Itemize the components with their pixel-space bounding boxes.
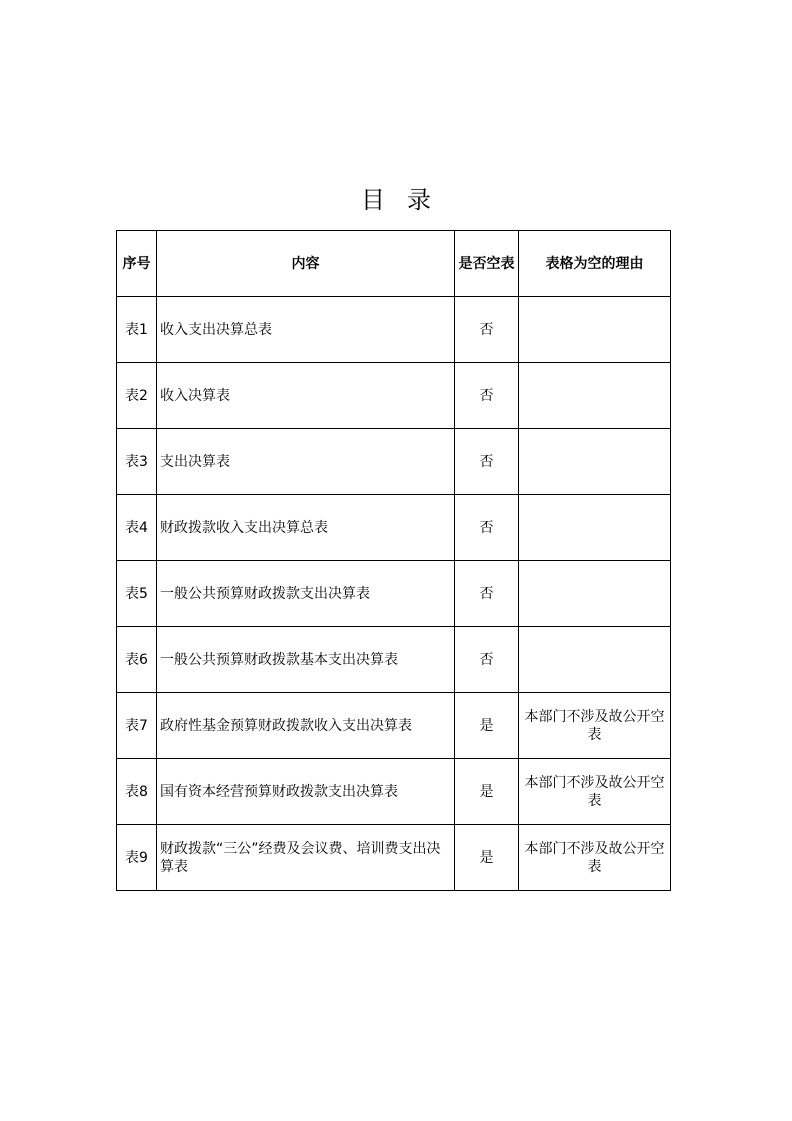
table-row xyxy=(117,693,671,759)
table-row xyxy=(117,759,671,825)
row-content: 支出决算表 xyxy=(157,429,455,495)
header-reason: 表格为空的理由 xyxy=(519,231,671,297)
table-row xyxy=(117,627,671,693)
row-content: 收入决算表 xyxy=(157,363,455,429)
toc-table xyxy=(116,230,671,891)
row-no: 表9 xyxy=(117,825,157,891)
row-reason xyxy=(519,297,671,363)
row-reason xyxy=(519,363,671,429)
row-content: 财政拨款收入支出决算总表 xyxy=(157,495,455,561)
row-is-empty: 否 xyxy=(455,297,519,363)
table-row xyxy=(117,495,671,561)
table-row xyxy=(117,825,671,891)
row-no: 表8 xyxy=(117,759,157,825)
row-no: 表1 xyxy=(117,297,157,363)
row-reason: 本部门不涉及故公开空表 xyxy=(519,825,671,891)
row-reason xyxy=(519,429,671,495)
row-no: 表4 xyxy=(117,495,157,561)
table-header-row xyxy=(117,231,671,297)
row-reason: 本部门不涉及故公开空表 xyxy=(519,759,671,825)
page-title: 目录 xyxy=(361,186,453,214)
header-is-empty: 是否空表 xyxy=(455,231,519,297)
row-no: 表2 xyxy=(117,363,157,429)
row-no: 表3 xyxy=(117,429,157,495)
row-reason xyxy=(519,495,671,561)
row-is-empty: 否 xyxy=(455,429,519,495)
header-content: 内容 xyxy=(157,231,455,297)
row-is-empty: 是 xyxy=(455,693,519,759)
row-content: 收入支出决算总表 xyxy=(157,297,455,363)
header-no: 序号 xyxy=(117,231,157,297)
row-no: 表6 xyxy=(117,627,157,693)
row-content: 国有资本经营预算财政拨款支出决算表 xyxy=(157,759,455,825)
row-is-empty: 否 xyxy=(455,627,519,693)
row-reason: 本部门不涉及故公开空表 xyxy=(519,693,671,759)
row-reason xyxy=(519,627,671,693)
row-content: 政府性基金预算财政拨款收入支出决算表 xyxy=(157,693,455,759)
table-row xyxy=(117,363,671,429)
row-is-empty: 是 xyxy=(455,825,519,891)
table-row xyxy=(117,429,671,495)
table-row xyxy=(117,297,671,363)
row-content: 一般公共预算财政拨款支出决算表 xyxy=(157,561,455,627)
row-content: 财政拨款“三公”经费及会议费、培训费支出决算表 xyxy=(157,825,455,891)
row-is-empty: 否 xyxy=(455,363,519,429)
row-is-empty: 否 xyxy=(455,495,519,561)
table-row xyxy=(117,561,671,627)
row-is-empty: 否 xyxy=(455,561,519,627)
row-no: 表7 xyxy=(117,693,157,759)
row-reason xyxy=(519,561,671,627)
row-no: 表5 xyxy=(117,561,157,627)
row-is-empty: 是 xyxy=(455,759,519,825)
row-content: 一般公共预算财政拨款基本支出决算表 xyxy=(157,627,455,693)
